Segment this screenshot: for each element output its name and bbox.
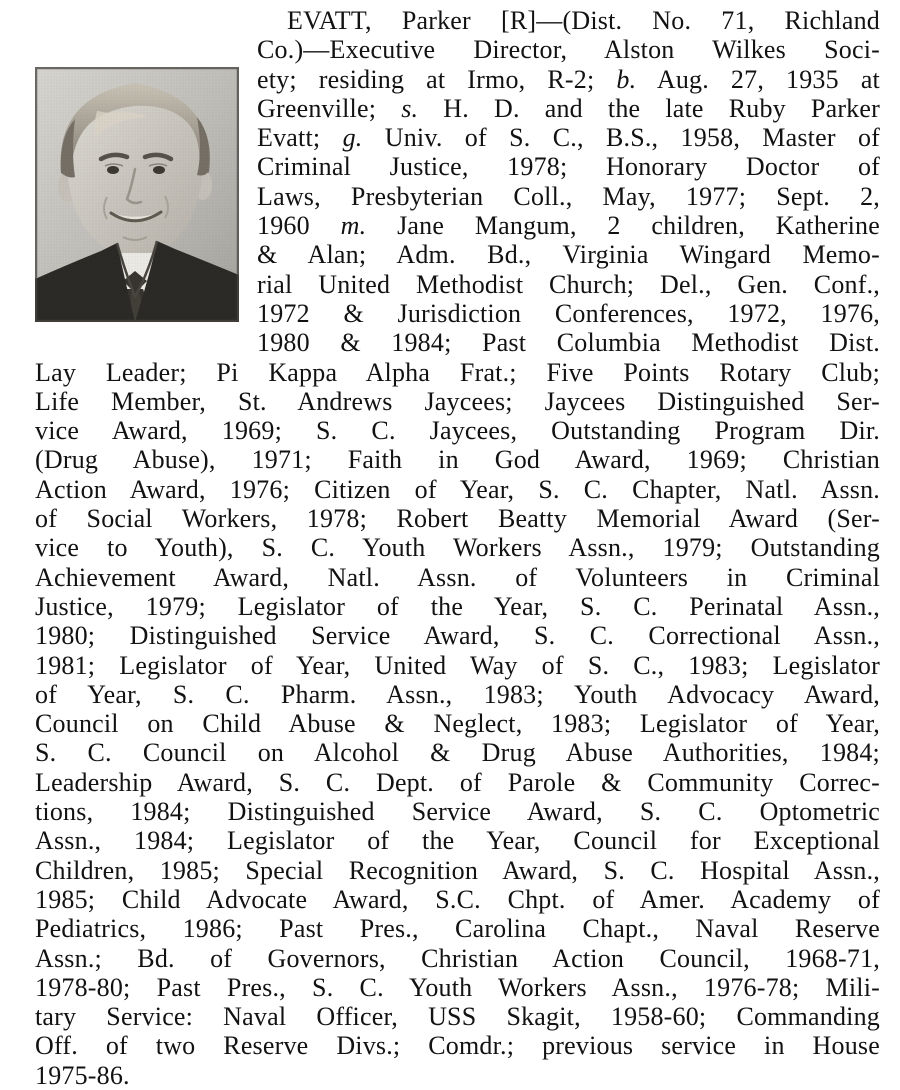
text-line: ety; residing at Irmo, R-2; b. Aug. 27, 1935 at xyxy=(257,64,880,94)
text-line: Assn., 1984; Legislator of the Year, Council for Exceptional xyxy=(35,826,880,856)
text-line: Life Member, St. Andrews Jaycees; Jaycees Distinguished Ser- xyxy=(35,386,880,416)
text-line: Off. of two Reserve Divs.; Comdr.; previous service in House xyxy=(35,1031,880,1061)
text-line: & Alan; Adm. Bd., Virginia Wingard Memo- xyxy=(257,240,880,270)
text-line: (Drug Abuse), 1971; Faith in God Award, 1969; Christian xyxy=(35,445,880,475)
text-line: Assn.; Bd. of Governors, Christian Action Council, 1968-71, xyxy=(35,943,880,973)
text-line: of Year, S. C. Pharm. Assn., 1983; Youth Advocacy Award, xyxy=(35,679,880,709)
text-line: 1981; Legislator of Year, United Way of S. C., 1983; Legislator xyxy=(35,650,880,680)
text-line: Criminal Justice, 1978; Honorary Doctor of xyxy=(257,152,880,182)
text-line: S. C. Council on Alcohol & Drug Abuse Authorities, 1984; xyxy=(35,738,880,768)
text-line: Lay Leader; Pi Kappa Alpha Frat.; Five Points Rotary Club; xyxy=(35,357,880,387)
text-line: Evatt; g. Univ. of S. C., B.S., 1958, Master of xyxy=(257,123,880,153)
text-line: Achievement Award, Natl. Assn. of Volunteers in Criminal xyxy=(35,562,880,592)
text-line: of Social Workers, 1978; Robert Beatty Memorial Award (Ser- xyxy=(35,504,880,534)
text-line: vice Award, 1969; S. C. Jaycees, Outstanding Program Dir. xyxy=(35,416,880,446)
text-line: Council on Child Abuse & Neglect, 1983; Legislator of Year, xyxy=(35,709,880,739)
text-line: 1980 & 1984; Past Columbia Methodist Dist. xyxy=(257,328,880,358)
text-line: 1978-80; Past Pres., S. C. Youth Workers Assn., 1976-78; Mili- xyxy=(35,972,880,1002)
text-line: 1960 m. Jane Mangum, 2 children, Katherine xyxy=(257,211,880,241)
text-line: Leadership Award, S. C. Dept. of Parole & Community Correc- xyxy=(35,767,880,797)
text-line: 1972 & Jurisdiction Conferences, 1972, 1976, xyxy=(257,298,880,328)
text-line: Action Award, 1976; Citizen of Year, S. C. Chapter, Natl. Assn. xyxy=(35,474,880,504)
text-line: tions, 1984; Distinguished Service Award, S. C. Optometric xyxy=(35,797,880,827)
text-line: Justice, 1979; Legislator of the Year, S. C. Perinatal Assn., xyxy=(35,591,880,621)
text-line: Co.)—Executive Director, Alston Wilkes Soci- xyxy=(257,35,880,65)
text-line: EVATT, Parker [R]—(Dist. No. 71, Richland xyxy=(287,6,880,35)
text-line: Laws, Presbyterian Coll., May, 1977; Sept. 2, xyxy=(257,181,880,211)
text-line: vice to Youth), S. C. Youth Workers Assn., 1979; Outstanding xyxy=(35,533,880,563)
text-line: rial United Methodist Church; Del., Gen. Conf., xyxy=(257,269,880,299)
text-line: 1980; Distinguished Service Award, S. C. Correctional Assn., xyxy=(35,621,880,651)
biography-text xyxy=(35,6,880,1090)
text-line: Pediatrics, 1986; Past Pres., Carolina Chapt., Naval Reserve xyxy=(35,914,880,944)
text-line: 1985; Child Advocate Award, S.C. Chpt. of Amer. Academy of xyxy=(35,884,880,914)
text-line: Children, 1985; Special Recognition Award, S. C. Hospital Assn., xyxy=(35,855,880,885)
text-line: Greenville; s. H. D. and the late Ruby Parker xyxy=(257,93,880,123)
text-line: 1975-86. xyxy=(35,1060,130,1090)
text-line: tary Service: Naval Officer, USS Skagit, 1958-60; Commanding xyxy=(35,1002,880,1032)
